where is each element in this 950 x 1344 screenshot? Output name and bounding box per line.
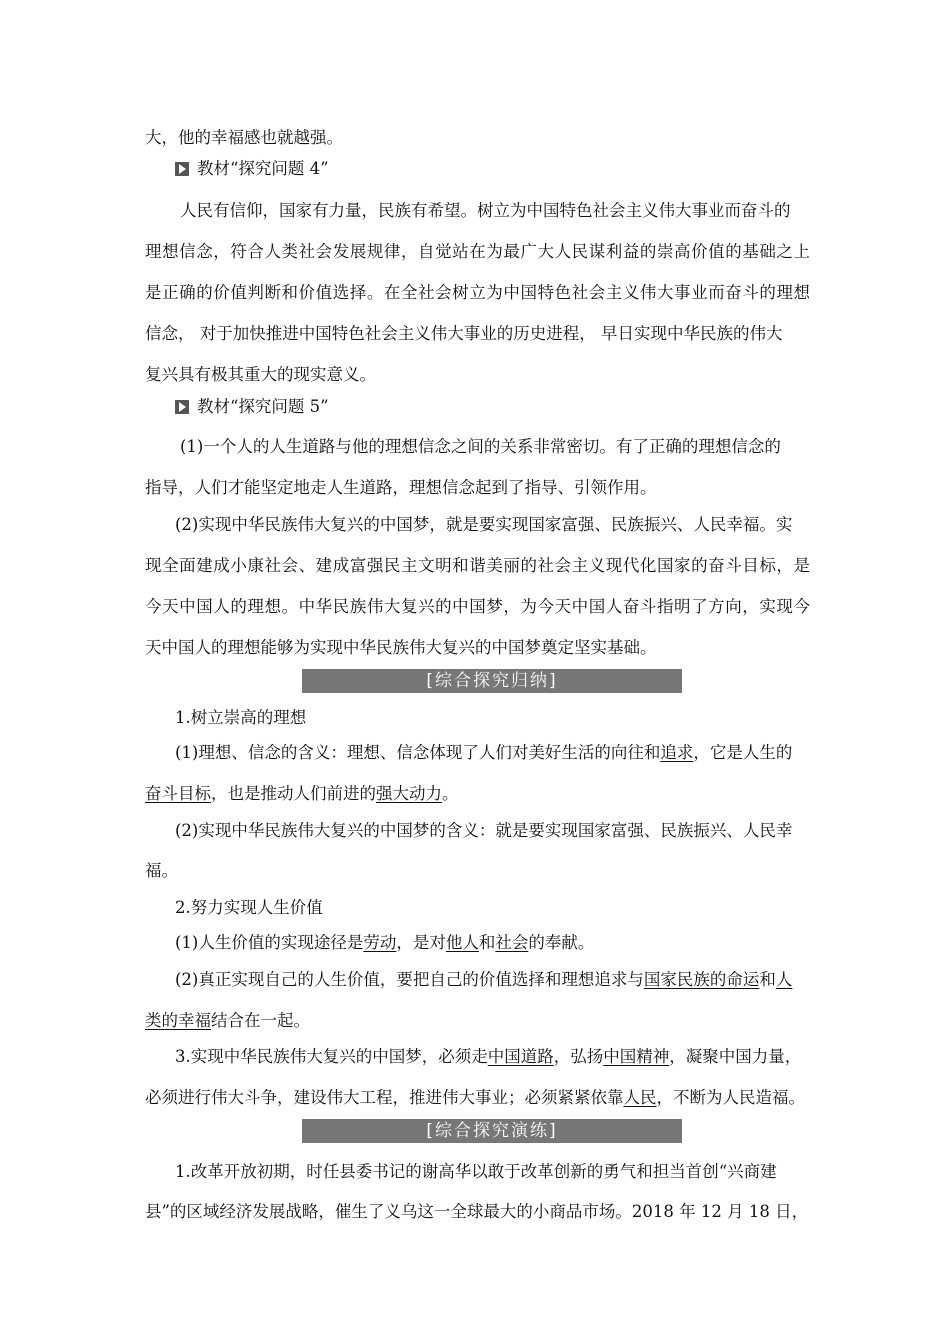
key-term: 社会 <box>495 933 529 952</box>
paragraph-line: (2)实现中华民族伟大复兴的中国梦，就是要实现国家富强、民族振兴、人民幸福。实 <box>175 515 793 534</box>
text-span: (2)真正实现自己的人生价值，要把自己的价值选择和理想追求与 <box>175 970 644 989</box>
paragraph-line: 信念， 对于加快推进中国特色社会主义伟大事业的历史进程， 早日实现中华民族的伟大 <box>145 324 783 343</box>
text-span: ，凝聚中国力量， <box>669 1047 802 1066</box>
text-span: 结合在一起。 <box>211 1011 310 1030</box>
text-span: ，它是人生的 <box>693 743 793 762</box>
key-term: 他人 <box>445 933 479 952</box>
exercise-banner: [综合探究演练] <box>302 1119 682 1143</box>
key-term: 奋斗目标 <box>145 784 211 803</box>
summary-banner: [综合探究归纳] <box>302 669 682 693</box>
summary-line <box>145 1010 810 1032</box>
summary-line <box>175 742 840 764</box>
text-span: ，是对 <box>396 933 446 952</box>
paragraph-line: 天中国人的理想能够为实现中华民族伟大复兴的中国梦奠定坚实基础。 <box>145 638 657 657</box>
section-heading-5 <box>175 396 840 418</box>
summary-line: 福。 <box>145 861 178 880</box>
summary-line: (2)实现中华民族伟大复兴的中国梦的含义：就是要实现国家富强、民族振兴、人民幸 <box>175 821 793 840</box>
key-term: 劳动 <box>363 933 397 952</box>
key-term: 中国道路 <box>487 1047 554 1066</box>
section-heading-5-label: 教材“探究问题 5” <box>197 397 329 416</box>
summary-heading-1: 1.树立崇高的理想 <box>175 708 307 727</box>
exercise-line: 1.改革开放初期，时任县委书记的谢高华以敢于改革创新的勇气和担当首创“兴商建 <box>175 1162 777 1181</box>
key-term: 人 <box>775 970 793 989</box>
summary-line <box>145 1087 810 1109</box>
key-term: 类的幸福 <box>145 1011 211 1030</box>
text-span: ，也是推动人们前进的 <box>211 784 376 803</box>
paragraph-line: 人民有信仰，国家有力量，民族有希望。树立为中国特色社会主义伟大事业而奋斗的 <box>180 201 791 220</box>
text-span: 必须进行伟大斗争，建设伟大工程，推进伟大事业；必须紧紧依靠 <box>145 1088 624 1107</box>
text-span: 。 <box>442 784 459 803</box>
text-span: 3.实现中华民族伟大复兴的中国梦，必须走 <box>175 1047 488 1066</box>
section-heading-4 <box>175 158 840 180</box>
text-span: 和 <box>478 933 496 952</box>
paragraph-line: 指导，人们才能坚定地走人生道路，理想信念起到了指导、引领作用。 <box>145 478 657 497</box>
key-term: 人民 <box>623 1088 657 1107</box>
paragraph-line: 现全面建成小康社会、建成富强民主文明和谐美丽的社会主义现代化国家的奋斗目标，是 <box>145 556 810 575</box>
paragraph-line: (1)一个人的人生道路与他的理想信念之间的关系非常密切。有了正确的理想信念的 <box>180 437 781 456</box>
text-span: ，弘扬 <box>553 1047 604 1066</box>
summary-line <box>145 783 810 805</box>
key-term: 中国精神 <box>603 1047 670 1066</box>
key-term: 追求 <box>660 743 694 762</box>
summary-line <box>175 932 840 954</box>
paragraph-line: 今天中国人的理想。中华民族伟大复兴的中国梦，为今天中国人奋斗指明了方向，实现今 <box>145 597 810 616</box>
text-span: 的奉献。 <box>528 933 595 952</box>
summary-line <box>175 969 840 991</box>
paragraph-line: 复兴具有极其重大的现实意义。 <box>145 365 376 384</box>
summary-line <box>175 1046 840 1068</box>
text-span: (1)理想、信念的含义：理想、信念体现了人们对美好生活的向往和 <box>175 743 661 762</box>
key-term: 强大动力 <box>376 784 442 803</box>
section-heading-4-label: 教材“探究问题 4” <box>197 159 329 178</box>
text-span: (1)人生价值的实现途径是 <box>175 933 364 952</box>
text-span: ，不断为人民造福。 <box>656 1088 805 1107</box>
text-span: 和 <box>759 970 776 989</box>
summary-heading-2: 2.努力实现人生价值 <box>175 898 323 917</box>
paragraph-line: 大，他的幸福感也就越强。 <box>145 128 343 147</box>
exercise-line: 县”的区域经济发展战略，催生了义乌这一全球最大的小商品市场。2018 年 12 月 18 日， <box>145 1202 809 1221</box>
paragraph-line: 理想信念，符合人类社会发展规律，自觉站在为最广大人民谋利益的崇高价值的基础之上 <box>145 242 810 261</box>
play-triangle-icon <box>175 162 189 176</box>
key-term: 国家民族的命运 <box>643 970 760 989</box>
play-triangle-icon <box>175 400 189 414</box>
paragraph-line: 是正确的价值判断和价值选择。在全社会树立为中国特色社会主义伟大事业而奋斗的理想 <box>145 283 810 302</box>
